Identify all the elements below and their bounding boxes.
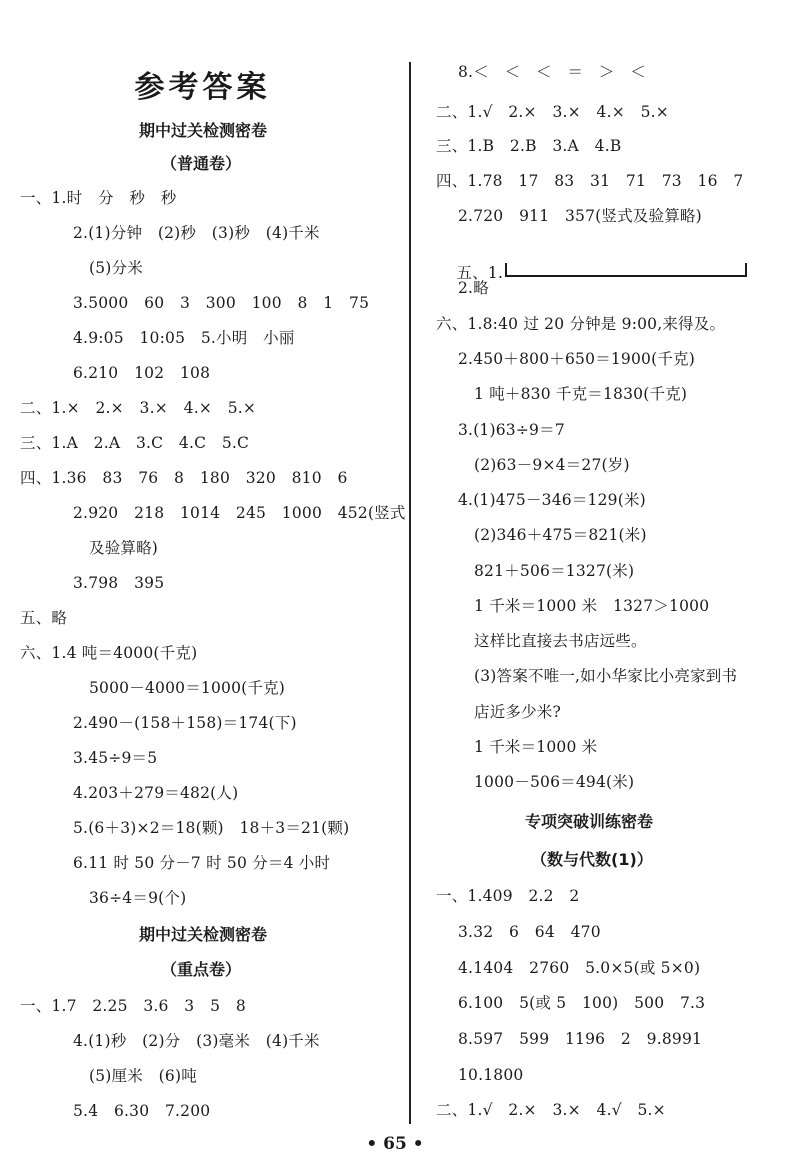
answer-line: 1 吨＋830 千克＝1830(千克) — [474, 385, 688, 403]
answer-line: (5)分米 — [89, 259, 143, 277]
answer-line: 10.1800 — [458, 1066, 524, 1084]
answer-label: 五、1. — [456, 264, 504, 282]
answer-line: 2.(1)分钟 (2)秒 (3)秒 (4)千米 — [73, 224, 320, 242]
answer-line: 4.1404 2760 5.0×5(或 5×0) — [458, 959, 701, 977]
answer-line: 5.(6＋3)×2＝18(颗) 18＋3＝21(颗) — [73, 819, 350, 837]
answer-line: 六、1.8:40 过 20 分钟是 9:00,来得及。 — [436, 315, 726, 333]
answer-line: (5)厘米 (6)吨 — [89, 1067, 197, 1085]
answer-line: 36÷4＝9(个) — [89, 889, 187, 907]
answer-line: 5000－4000＝1000(千克) — [89, 679, 286, 697]
answer-line: 一、1.时 分 秒 秒 — [20, 189, 177, 207]
answer-line: 二、1.√ 2.× 3.× 4.√ 5.× — [436, 1101, 666, 1119]
answer-line: (2)346＋475＝821(米) — [474, 526, 647, 544]
answer-line: 2.490－(158＋158)＝174(下) — [73, 714, 297, 732]
answer-line: 6.100 5(或 5 100) 500 7.3 — [458, 994, 706, 1012]
answer-line: 6.11 时 50 分－7 时 50 分＝4 小时 — [73, 854, 331, 872]
answer-line: 一、1.409 2.2 2 — [436, 887, 580, 905]
answer-line: 4.9:05 10:05 5.小明 小丽 — [73, 329, 295, 347]
answer-line: 五、略 — [20, 609, 68, 627]
answer-line: 4.(1)秒 (2)分 (3)毫米 (4)千米 — [73, 1032, 320, 1050]
section-heading-midterm-key: 期中过关检测密卷 — [139, 925, 268, 944]
answer-line: (3)答案不唯一,如小华家比小亮家到书 — [474, 667, 738, 685]
section-subheading-key: （重点卷） — [161, 960, 242, 979]
answer-line: 3.5000 60 3 300 100 8 1 75 — [73, 294, 370, 312]
answer-line: 四、1.78 17 83 31 71 73 16 7 — [436, 172, 744, 190]
line-segment-answer — [505, 263, 747, 277]
answer-line: 1 千米＝1000 米 1327＞1000 — [474, 597, 710, 615]
answer-line: 4.(1)475－346＝129(米) — [458, 491, 646, 509]
answer-line: 2.720 911 357(竖式及验算略) — [458, 207, 702, 225]
section-heading-special-training: 专项突破训练密卷 — [525, 812, 654, 831]
answer-line: 这样比直接去书店远些。 — [474, 632, 647, 650]
column-divider — [409, 62, 411, 1124]
answer-line: 2.450＋800＋650＝1900(千克) — [458, 350, 695, 368]
section-subheading-normal: （普通卷） — [161, 154, 242, 173]
answer-line: 1000－506＝494(米) — [474, 773, 635, 791]
answer-line: 2.略 — [458, 279, 489, 297]
answer-line: 及验算略) — [89, 539, 159, 557]
answer-line: 二、1.× 2.× 3.× 4.× 5.× — [20, 399, 257, 417]
answer-line: (2)63－9×4＝27(岁) — [474, 456, 630, 474]
answer-line: 4.203＋279＝482(人) — [73, 784, 239, 802]
answer-line: 5.4 6.30 7.200 — [73, 1102, 211, 1120]
section-heading-midterm-normal: 期中过关检测密卷 — [139, 121, 268, 140]
answer-line: 8.＜ ＜ ＜ ＝ ＞ ＜ — [458, 63, 646, 81]
page-title: 参考答案 — [134, 70, 271, 105]
answer-line: 店近多少米? — [474, 703, 562, 721]
answer-line: 8.597 599 1196 2 9.8991 — [458, 1030, 703, 1048]
answer-line: 三、1.B 2.B 3.A 4.B — [436, 137, 622, 155]
page-number: • 65 • — [366, 1134, 424, 1154]
section-subheading-number-algebra: （数与代数(1)） — [531, 850, 653, 869]
answer-line: 2.920 218 1014 245 1000 452(竖式 — [73, 504, 406, 522]
answer-line: 1 千米＝1000 米 — [474, 738, 598, 756]
answer-line: 3.32 6 64 470 — [458, 923, 601, 941]
answer-line: 821＋506＝1327(米) — [474, 562, 635, 580]
answer-line: 6.210 102 108 — [73, 364, 211, 382]
answer-line: 3.(1)63÷9＝7 — [458, 421, 565, 439]
answer-line: 二、1.√ 2.× 3.× 4.× 5.× — [436, 103, 669, 121]
answer-line: 三、1.A 2.A 3.C 4.C 5.C — [20, 434, 250, 452]
answer-line: 3.798 395 — [73, 574, 165, 592]
answer-line: 3.45÷9＝5 — [73, 749, 158, 767]
answer-line: 四、1.36 83 76 8 180 320 810 6 — [20, 469, 348, 487]
answer-line: 一、1.7 2.25 3.6 3 5 8 — [20, 997, 246, 1015]
answer-line: 六、1.4 吨＝4000(千克) — [20, 644, 198, 662]
